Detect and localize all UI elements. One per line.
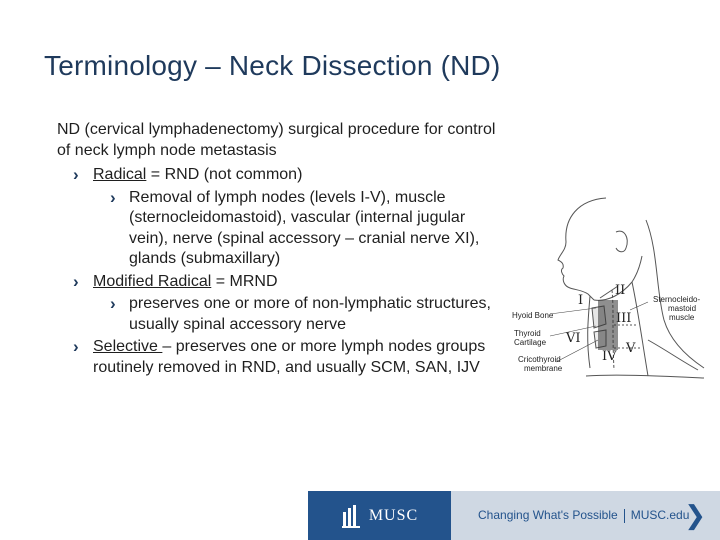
bullet-modified-radical bbox=[57, 272, 507, 293]
building-icon bbox=[341, 504, 363, 528]
bullet-selective bbox=[57, 337, 507, 378]
level-IV-label: IV bbox=[602, 349, 617, 364]
footer-divider bbox=[624, 509, 625, 523]
footer-site-link[interactable]: MUSC.edu bbox=[630, 508, 690, 522]
level-III-label: III bbox=[616, 311, 632, 326]
label-membrane: membrane bbox=[524, 364, 563, 373]
bullet-text: preserves one or more of non-lymphatic structures, usually spinal accessory nerve bbox=[129, 295, 491, 333]
level-V-label: V bbox=[626, 341, 636, 356]
bullet-text: = RND (not common) bbox=[146, 166, 303, 183]
neck-levels-diagram bbox=[508, 190, 708, 390]
bullet-radical bbox=[57, 165, 507, 186]
sub-bullet-removal bbox=[57, 188, 507, 270]
thyroid-shading bbox=[598, 300, 618, 350]
sub-bullet-preserves bbox=[57, 294, 507, 335]
label-scm-3: muscle bbox=[669, 313, 695, 322]
neck-illustration bbox=[508, 190, 708, 390]
level-I-label: I bbox=[578, 293, 584, 308]
bullet-text: = MRND bbox=[211, 272, 278, 290]
bullet-marker: › bbox=[110, 294, 116, 313]
label-hyoid: Hyoid Bone bbox=[512, 311, 554, 320]
logo-text: MUSC bbox=[368, 506, 419, 524]
bullet-marker: › bbox=[73, 271, 79, 291]
musc-logo[interactable] bbox=[308, 491, 451, 540]
label-cartilage: Cartilage bbox=[514, 338, 547, 347]
slide-body bbox=[57, 120, 507, 378]
label-cricothyroid: Cricothyroid bbox=[518, 355, 561, 364]
intro-text: ND (cervical lymphadenectomy) surgical procedure for control of neck lymph node metastasis bbox=[57, 121, 496, 159]
footer-banner bbox=[308, 491, 720, 540]
bullet-marker: › bbox=[73, 165, 79, 184]
term-modified-radical: Modified Radical bbox=[93, 272, 212, 290]
level-II-label: II bbox=[615, 283, 626, 298]
label-scm-2: mastoid bbox=[668, 304, 697, 313]
chevron-right-icon[interactable]: ❯ bbox=[684, 500, 706, 530]
bullet-text: Removal of lymph nodes (levels I-V), muscle (sternocleidomastoid), vascular (internal jugular vein), nerve (spinal accessory – cranial nerve XI), glands (submaxillary) bbox=[129, 188, 480, 267]
footer-tagline: Changing What's Possible bbox=[478, 508, 618, 522]
bullet-text: – preserves one or more lymph nodes groups routinely removed in RND, and usually SCM, SAN, IJV bbox=[93, 338, 486, 376]
slide-title: Terminology – Neck Dissection (ND) bbox=[44, 50, 501, 81]
level-VI-label: VI bbox=[566, 331, 581, 346]
term-radical: Radical bbox=[93, 166, 147, 183]
label-scm-1: Sternocleido- bbox=[653, 295, 701, 304]
term-selective: Selective bbox=[93, 338, 163, 355]
label-thyroid: Thyroid bbox=[514, 329, 541, 338]
bullet-marker: › bbox=[73, 337, 79, 356]
bullet-marker: › bbox=[110, 187, 116, 207]
footer-tagline-row bbox=[478, 491, 689, 540]
